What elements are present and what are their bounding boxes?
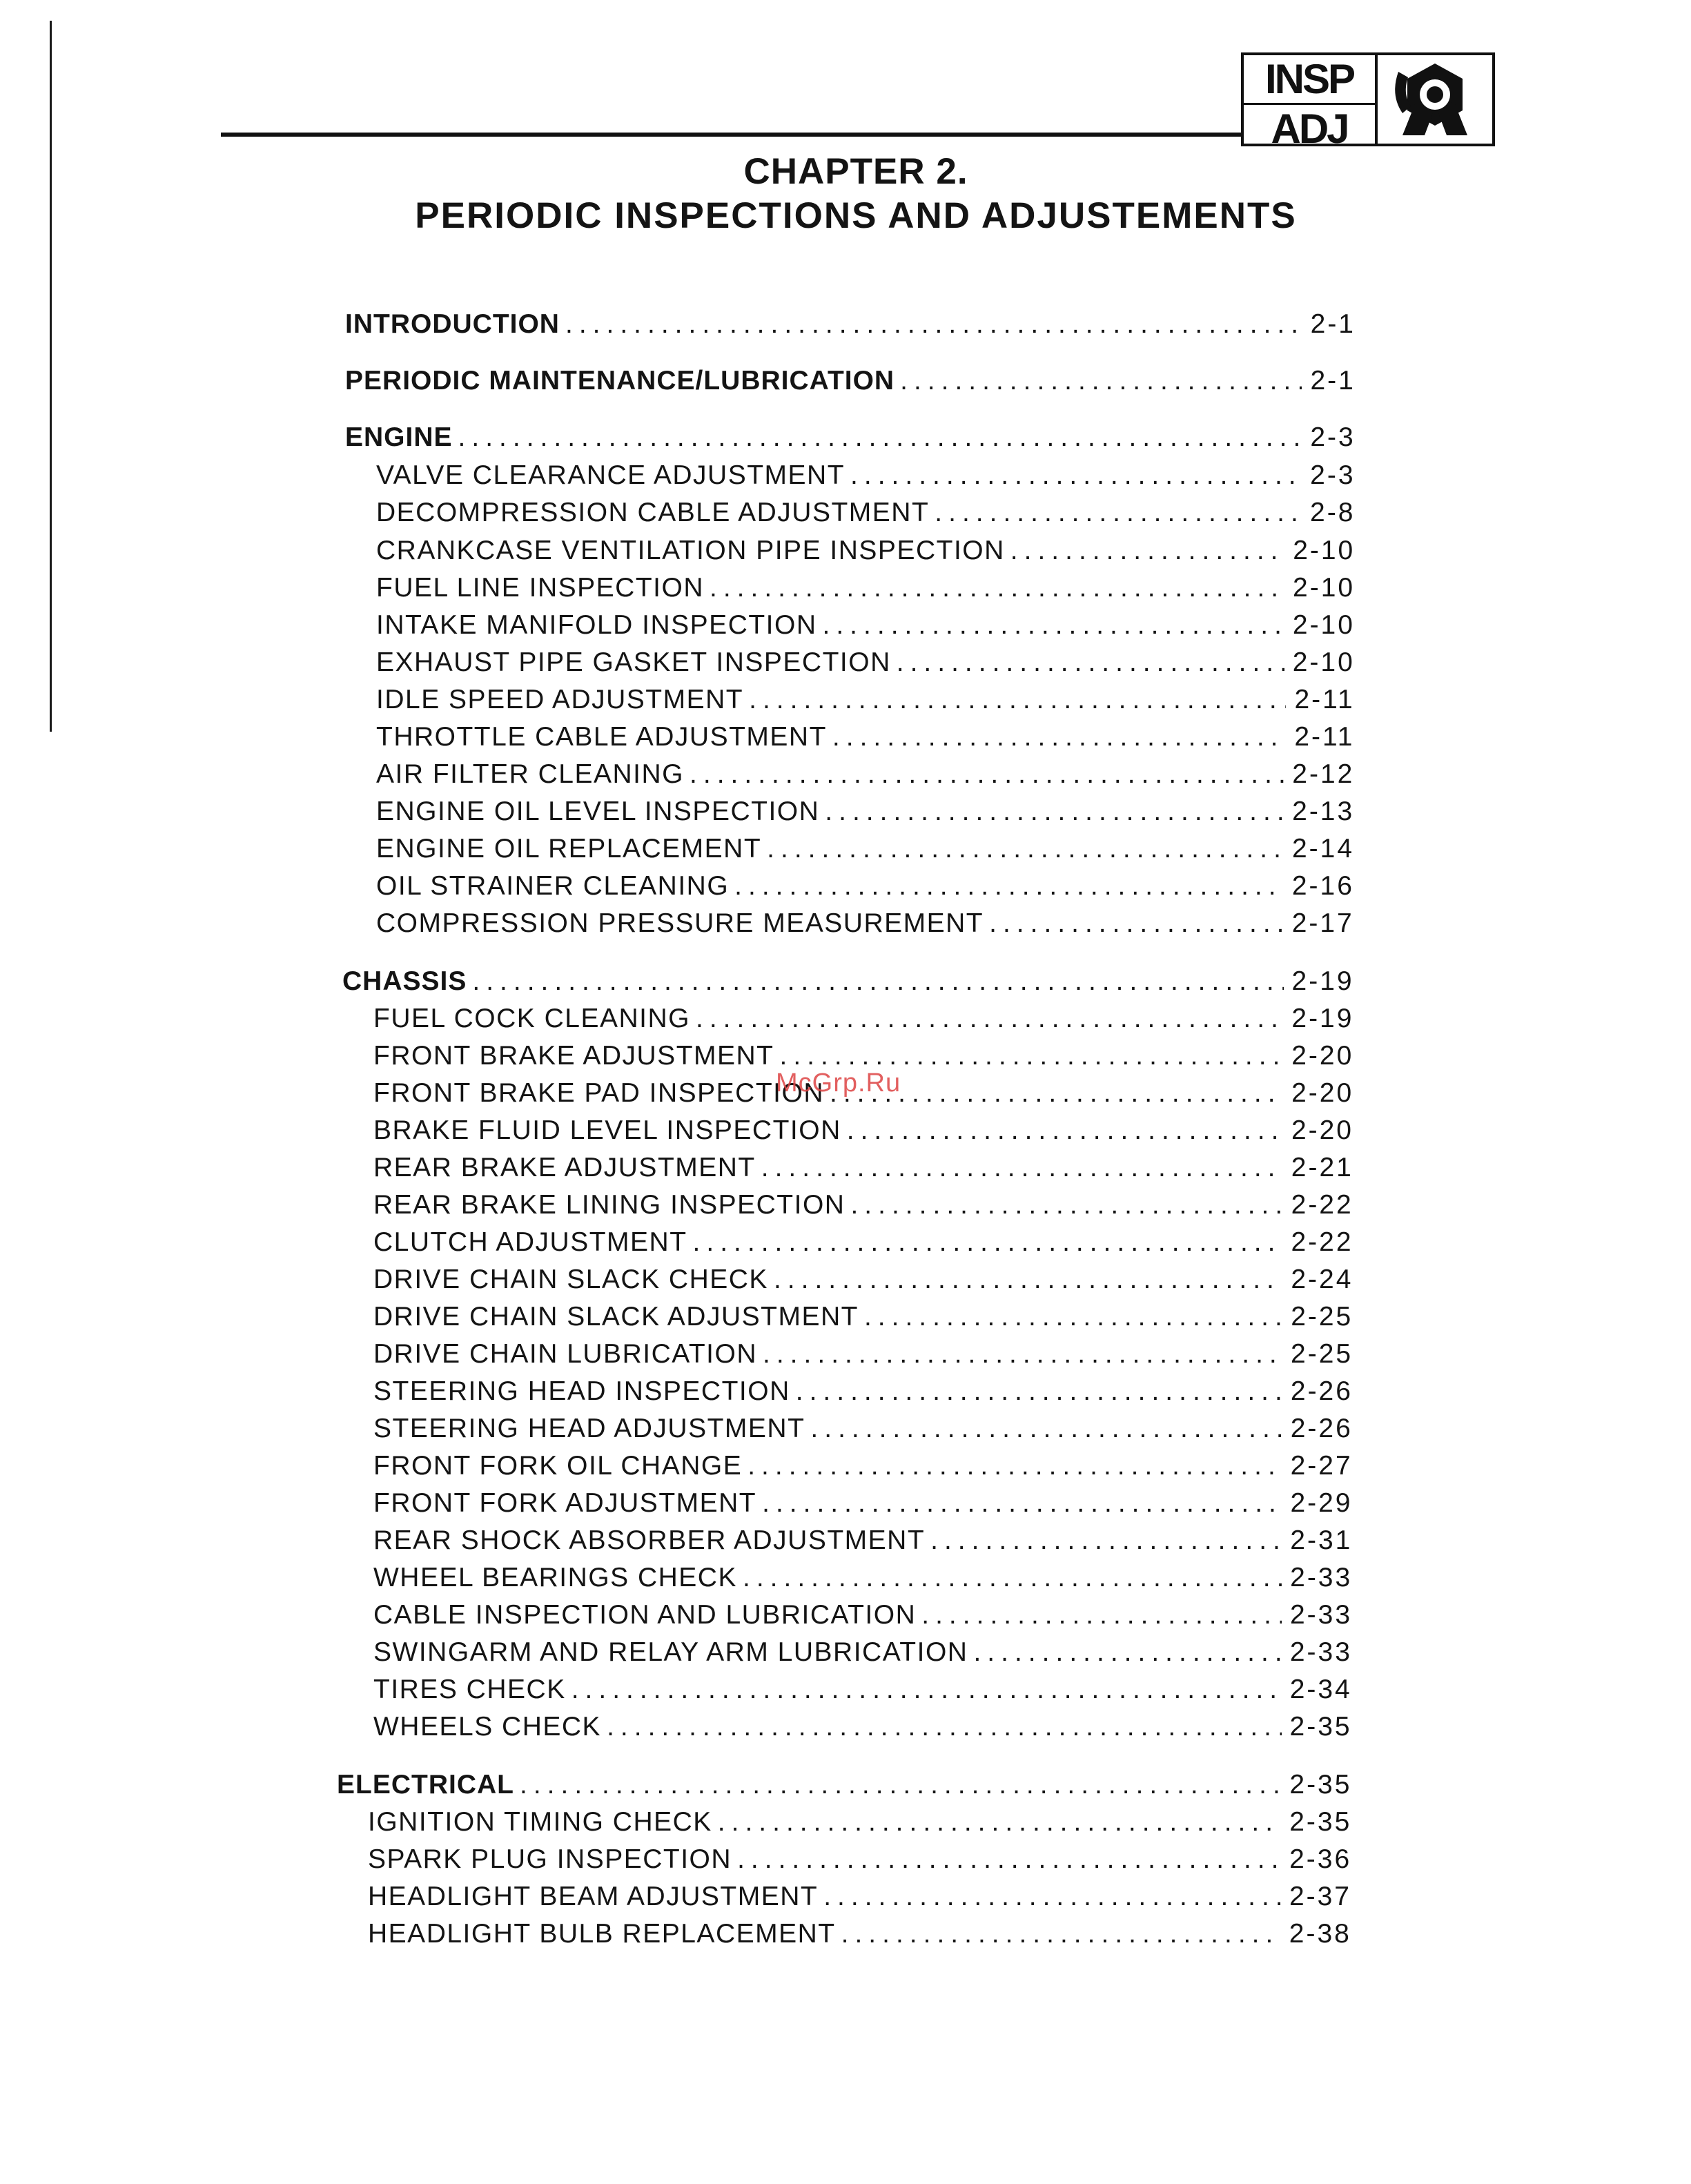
toc-entry-label: THROTTLE CABLE ADJUSTMENT [376,722,827,752]
toc-entry-page: 2-20 [1291,1078,1354,1108]
toc-entry [376,460,1356,502]
toc-leader-dots [571,1675,1282,1705]
toc-entry-page: 2-11 [1294,722,1355,752]
toc-entry [376,573,1355,614]
toc-entry-label: TIRES CHECK [373,1675,566,1704]
toc-entry-label: CHASSIS [342,966,467,996]
toc-entry-page: 2-3 [1310,422,1356,452]
toc-entry-label: STEERING HEAD INSPECTION [373,1376,790,1406]
toc-leader-dots [565,309,1302,340]
toc-entry-page: 2-16 [1291,871,1354,901]
toc-entry [376,908,1354,950]
toc-leader-dots [734,871,1284,901]
toc-entry-label: FUEL LINE INSPECTION [376,573,704,603]
toc-entry [373,1302,1353,1343]
toc-entry-label: CABLE INSPECTION AND LUBRICATION [373,1600,917,1630]
toc-leader-dots [825,797,1284,827]
toc-leader-dots [897,647,1284,678]
toc-entry-page: 2-20 [1291,1041,1354,1071]
toc-entry [373,1339,1353,1381]
toc-leader-dots [935,498,1302,528]
toc-entry-label: DRIVE CHAIN SLACK CHECK [373,1265,768,1294]
toc-leader-dots [900,366,1302,396]
toc-entry-page: 2-37 [1289,1882,1351,1911]
toc-entry [337,1770,1351,1811]
toc-entry-page: 2-35 [1289,1807,1352,1837]
toc-leader-dots [823,1882,1281,1912]
toc-entry-label: IGNITION TIMING CHECK [368,1807,712,1837]
toc-entry [368,1844,1351,1886]
toc-entry-page: 2-33 [1290,1563,1353,1592]
toc-entry-page: 2-17 [1291,908,1354,938]
toc-entry [376,722,1355,763]
toc-leader-dots [767,834,1284,864]
toc-entry-label: DECOMPRESSION CABLE ADJUSTMENT [376,498,930,527]
watermark-text: McGrp.Ru [776,1069,901,1098]
toc-entry [373,1675,1352,1716]
toc-entry [376,797,1354,838]
toc-leader-dots [841,1919,1281,1949]
toc-entry [373,1637,1352,1679]
toc-entry [373,1451,1353,1492]
toc-leader-dots [810,1414,1282,1444]
chapter-number: CHAPTER 2. [743,151,968,192]
toc-entry [376,647,1355,689]
toc-leader-dots [930,1525,1282,1556]
toc-entry-label: REAR SHOCK ABSORBER ADJUSTMENT [373,1525,926,1555]
toc-entry-page: 2-12 [1292,759,1355,789]
toc-leader-dots [847,1115,1283,1146]
toc-entry-label: FRONT FORK OIL CHANGE [373,1451,743,1481]
toc-leader-dots [696,1004,1283,1034]
toc-entry-page: 2-10 [1293,536,1356,565]
toc-leader-dots [607,1712,1281,1742]
toc-leader-dots [774,1265,1282,1295]
toc-entry-label: ENGINE [345,422,453,452]
toc-entry-page: 2-19 [1291,1004,1354,1033]
toc-entry-label: SWINGARM AND RELAY ARM LUBRICATION [373,1637,968,1667]
toc-leader-dots [747,1451,1282,1481]
toc-leader-dots [749,685,1286,715]
toc-entry-label: PERIODIC MAINTENANCE/LUBRICATION [345,366,895,396]
toc-leader-dots [520,1770,1281,1800]
toc-entry-label: IDLE SPEED ADJUSTMENT [376,685,744,714]
toc-entry-page: 2-33 [1289,1637,1352,1667]
toc-leader-dots [973,1637,1281,1668]
toc-entry-page: 2-33 [1289,1600,1353,1630]
toc-leader-dots [850,460,1302,491]
toc-leader-dots [761,1153,1283,1183]
toc-entry-page: 2-22 [1291,1227,1353,1257]
toc-entry [376,536,1355,577]
toc-entry-page: 2-10 [1293,573,1356,603]
toc-entry-label: COMPRESSION PRESSURE MEASUREMENT [376,908,984,938]
toc-leader-dots [823,610,1284,641]
toc-entry-label: AIR FILTER CLEANING [376,759,685,789]
toc-entry-page: 2-26 [1290,1376,1353,1406]
toc-entry [368,1882,1351,1923]
toc-entry-page: 2-3 [1310,460,1356,490]
toc-entry [376,685,1355,726]
toc-entry-page: 2-10 [1292,647,1355,677]
binding-edge-line [50,21,52,732]
toc-entry-label: STEERING HEAD ADJUSTMENT [373,1414,805,1443]
toc-entry-page: 2-20 [1291,1115,1353,1145]
toc-entry [376,834,1354,875]
toc-leader-dots [472,966,1283,997]
section-tab-label [1244,55,1378,152]
toc-entry-label: INTRODUCTION [345,309,560,339]
toc-entry [373,1004,1353,1045]
toc-entry-page: 2-19 [1291,966,1354,996]
toc-entry [345,309,1356,351]
toc-leader-dots [737,1844,1281,1875]
toc-entry [345,422,1356,464]
toc-leader-dots [780,1041,1284,1071]
toc-entry [376,871,1354,913]
toc-leader-dots [796,1376,1282,1407]
toc-entry-page: 2-21 [1291,1153,1353,1182]
toc-entry [373,1227,1353,1269]
toc-entry-label: ENGINE OIL LEVEL INSPECTION [376,797,820,826]
toc-entry [376,498,1355,539]
toc-entry-page: 2-35 [1289,1770,1352,1800]
toc-entry-page: 2-25 [1291,1302,1353,1332]
toc-entry-page: 2-29 [1290,1488,1353,1518]
toc-entry-page: 2-31 [1290,1525,1353,1555]
toc-entry-label: EXHAUST PIPE GASKET INSPECTION [376,647,891,677]
toc-entry-label: HEADLIGHT BULB REPLACEMENT [368,1919,836,1949]
toc-leader-dots [762,1488,1282,1519]
toc-leader-dots [850,1190,1282,1220]
toc-leader-dots [458,422,1302,453]
toc-entry-label: WHEEL BEARINGS CHECK [373,1563,737,1592]
toc-leader-dots [690,759,1284,790]
toc-entry [373,1190,1353,1231]
tab-line-adj: ADJ [1271,106,1348,152]
toc-entry-page: 2-24 [1291,1265,1353,1294]
toc-entry-page: 2-27 [1290,1451,1353,1481]
toc-leader-dots [832,722,1286,752]
toc-leader-dots [710,573,1284,603]
toc-entry-page: 2-36 [1289,1844,1352,1874]
toc-entry-label: DRIVE CHAIN LUBRICATION [373,1339,758,1369]
toc-entry-label: INTAKE MANIFOLD INSPECTION [376,610,817,640]
toc-entry-label: VALVE CLEARANCE ADJUSTMENT [376,460,845,490]
toc-entry-label: FRONT BRAKE ADJUSTMENT [373,1041,774,1071]
toc-entry [373,1265,1353,1306]
toc-entry [342,966,1354,1008]
toc-entry [373,1488,1353,1530]
toc-entry-page: 2-13 [1292,797,1355,826]
toc-leader-dots [718,1807,1281,1837]
toc-entry [345,366,1356,407]
toc-entry [373,1115,1353,1157]
toc-entry [373,1525,1352,1567]
toc-entry-label: ELECTRICAL [337,1770,514,1800]
section-tab [1241,52,1495,152]
toc-entry-label: CRANKCASE VENTILATION PIPE INSPECTION [376,536,1005,565]
toc-entry-label: FUEL COCK CLEANING [373,1004,690,1033]
toc-leader-dots [989,908,1284,939]
toc-leader-dots [864,1302,1282,1332]
toc-entry-page: 2-38 [1289,1919,1351,1949]
toc-entry-page: 2-22 [1291,1190,1353,1220]
toc-entry [373,1712,1352,1753]
toc-entry-label: WHEELS CHECK [373,1712,602,1742]
toc-leader-dots [1010,536,1284,566]
toc-entry [376,610,1355,652]
header-rule [221,133,1242,137]
toc-entry [376,759,1354,801]
toc-entry-page: 2-14 [1291,834,1355,864]
toc-entry-page: 2-8 [1310,498,1356,527]
toc-entry [368,1807,1351,1849]
toc-entry-label: BRAKE FLUID LEVEL INSPECTION [373,1115,841,1145]
toc-entry-page: 2-26 [1290,1414,1353,1443]
wrench-nut-icon [1378,55,1492,144]
toc-entry-label: HEADLIGHT BEAM ADJUSTMENT [368,1882,819,1911]
toc-entry-page: 2-25 [1291,1339,1353,1369]
toc-entry-page: 2-34 [1289,1675,1352,1704]
toc-entry-label: OIL STRAINER CLEANING [376,871,730,901]
toc-entry [368,1919,1351,1960]
toc-entry-label: REAR BRAKE ADJUSTMENT [373,1153,756,1182]
toc-leader-dots [743,1563,1282,1593]
tab-line-insp: INSP [1244,55,1375,105]
toc-entry-label: CLUTCH ADJUSTMENT [373,1227,687,1257]
toc-entry-label: SPARK PLUG INSPECTION [368,1844,732,1874]
toc-entry-label: REAR BRAKE LINING INSPECTION [373,1190,845,1220]
toc-leader-dots [763,1339,1282,1369]
toc-entry-label: DRIVE CHAIN SLACK ADJUSTMENT [373,1302,859,1332]
toc-entry [373,1600,1352,1641]
toc-entry-page: 2-1 [1310,366,1356,396]
toc-entry-page: 2-11 [1294,685,1355,714]
toc-entry [373,1563,1352,1604]
toc-entry [373,1376,1353,1418]
toc-entry-page: 2-10 [1292,610,1355,640]
toc-leader-dots [921,1600,1282,1630]
toc-entry-page: 2-1 [1310,309,1356,339]
toc-entry [373,1153,1353,1194]
chapter-title: PERIODIC INSPECTIONS AND ADJUSTEMENTS [415,195,1297,236]
toc-entry-label: ENGINE OIL REPLACEMENT [376,834,762,864]
toc-leader-dots [693,1227,1283,1258]
toc-entry-page: 2-35 [1289,1712,1352,1742]
toc-entry-label: FRONT FORK ADJUSTMENT [373,1488,757,1518]
toc-entry-label: FRONT BRAKE PAD INSPECTION [373,1078,824,1108]
toc-entry [373,1414,1353,1455]
